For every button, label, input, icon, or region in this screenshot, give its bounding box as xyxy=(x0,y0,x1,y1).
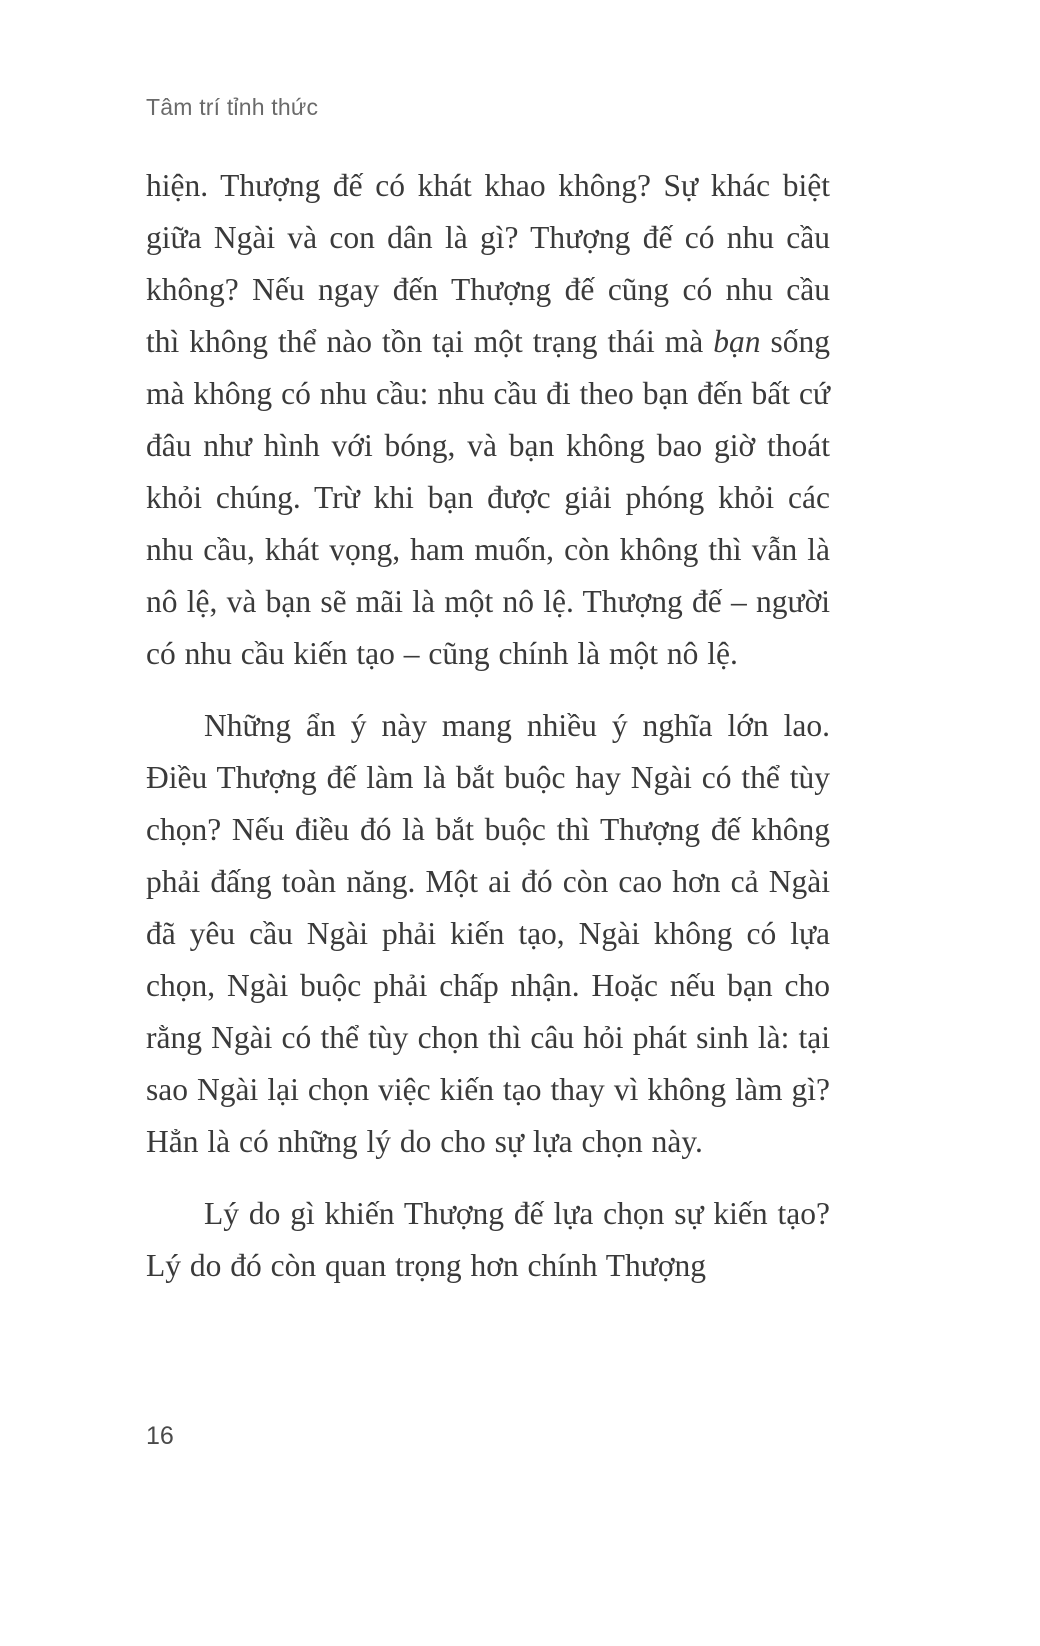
italic-text-run: bạn xyxy=(713,324,761,359)
text-run: sống mà không có nhu cầu: nhu cầu đi theo bạn đến bất cứ đâu như hình với bóng, và bạn không bao giờ thoát khỏi chúng. Trừ khi bạn được giải phóng khỏi các nhu cầu, khát vọng, ham muốn, còn không thì vẫn là nô lệ, và bạn sẽ mãi là một nô lệ. Thượng đế – người có nhu cầu kiến tạo – cũng chính là một nô lệ. xyxy=(146,324,830,671)
body-text xyxy=(146,160,830,1292)
page-number: 16 xyxy=(146,1422,174,1450)
text-run: Những ẩn ý này mang nhiều ý nghĩa lớn lao. Điều Thượng đế làm là bắt buộc hay Ngài có thể tùy chọn? Nếu điều đó là bắt buộc thì Thượng đế không phải đấng toàn năng. Một ai đó còn cao hơn cả Ngài đã yêu cầu Ngài phải kiến tạo, Ngài không có lựa chọn, Ngài buộc phải chấp nhận. Hoặc nếu bạn cho rằng Ngài có thể tùy chọn thì câu hỏi phát sinh là: tại sao Ngài lại chọn việc kiến tạo thay vì không làm gì? Hẳn là có những lý do cho sự lựa chọn này. xyxy=(146,708,830,1159)
text-run: Lý do gì khiến Thượng đế lựa chọn sự kiến tạo? Lý do đó còn quan trọng hơn chính Thượng xyxy=(146,1196,830,1283)
paragraph xyxy=(146,700,830,1168)
paragraph xyxy=(146,160,830,680)
paragraph xyxy=(146,1188,830,1292)
running-header: Tâm trí tỉnh thức xyxy=(146,94,319,120)
text-run: hiện. Thượng đế có khát khao không? Sự khác biệt giữa Ngài và con dân là gì? Thượng đế có nhu cầu không? Nếu ngay đến Thượng đế cũng có nhu cầu thì không thể nào tồn tại một trạng thái mà xyxy=(146,168,830,359)
